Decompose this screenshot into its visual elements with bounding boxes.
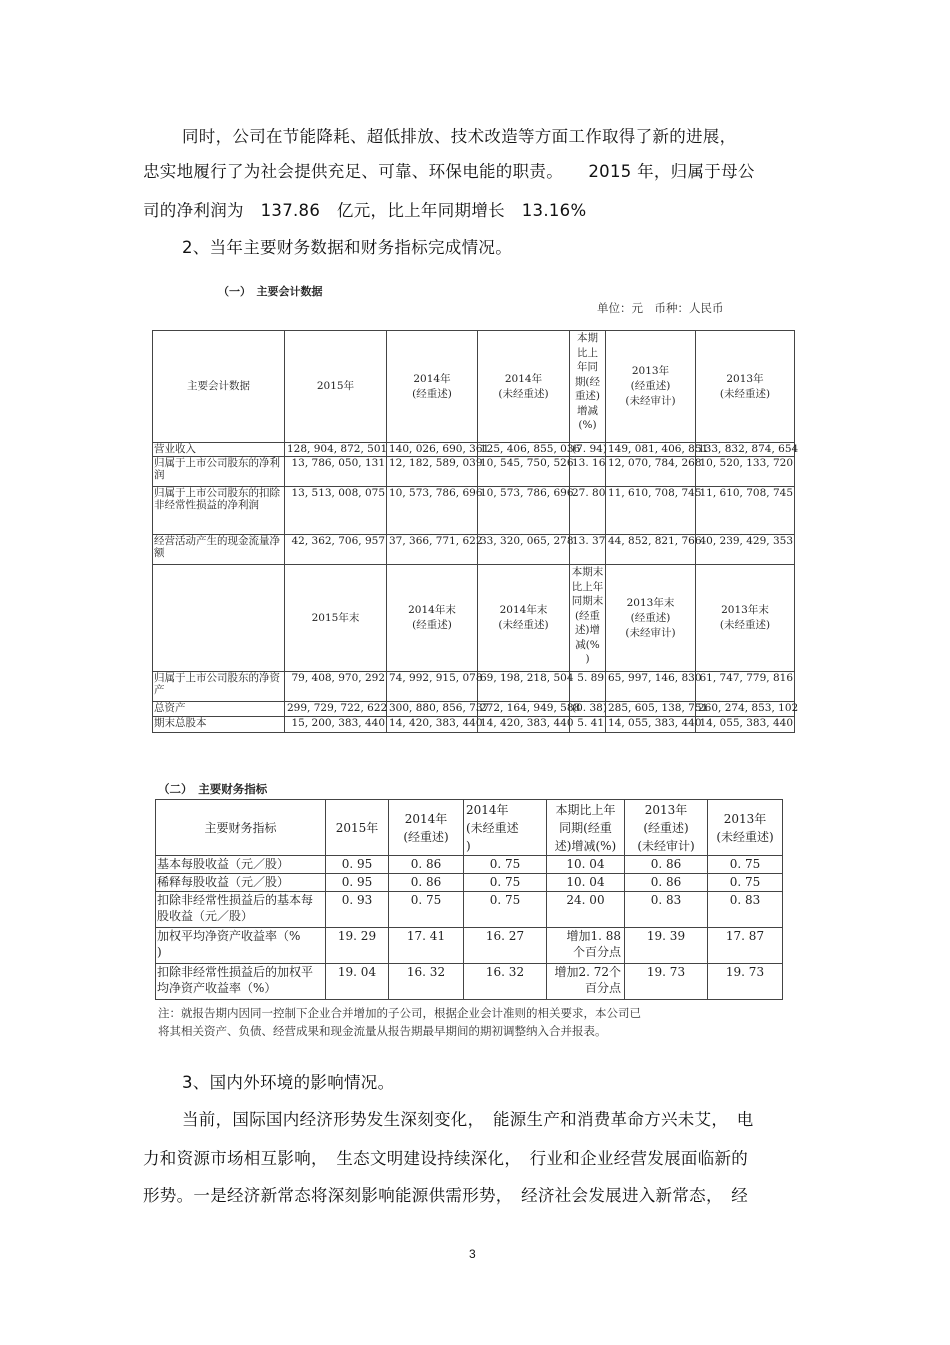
cell: 10. 04 bbox=[547, 874, 625, 892]
cell: 44, 852, 821, 766 bbox=[606, 535, 696, 565]
cell: 79, 408, 970, 292 bbox=[285, 672, 387, 702]
cell: (0. 38) bbox=[570, 702, 606, 717]
cell: 27. 80 bbox=[570, 487, 606, 535]
cell: 0. 75 bbox=[464, 856, 547, 874]
cell: 11, 610, 708, 745 bbox=[696, 487, 795, 535]
body-line: 形势。一是经济新常态将深刻影响能源供需形势， 经济社会发展进入新常态， 经 bbox=[143, 1186, 749, 1205]
cell: 5. 41 bbox=[570, 717, 606, 733]
cell: 128, 904, 872, 501 bbox=[285, 443, 387, 457]
cell: 0. 75 bbox=[464, 874, 547, 892]
cell: 11, 610, 708, 745 bbox=[606, 487, 696, 535]
row-label: 扣除非经常性损益后的加权平均净资产收益率（%） bbox=[156, 964, 326, 1000]
row-label: 扣除非经常性损益后的基本每股收益（元／股） bbox=[156, 892, 326, 928]
cell: 19. 73 bbox=[625, 964, 708, 1000]
cell: 14, 420, 383, 440 bbox=[478, 717, 570, 733]
cell: 14, 055, 383, 440 bbox=[606, 717, 696, 733]
header-cell: 2014年 (未经重述) bbox=[478, 331, 570, 443]
body-line: 当前，国际国内经济形势发生深刻变化， 能源生产和消费革命方兴未艾， 电 bbox=[182, 1110, 754, 1129]
table-row bbox=[153, 487, 795, 535]
cell: 140, 026, 690, 361 bbox=[387, 443, 478, 457]
cell: 19. 29 bbox=[326, 928, 389, 964]
cell: 17. 41 bbox=[389, 928, 464, 964]
table-row bbox=[156, 928, 783, 964]
cell: 14, 420, 383, 440 bbox=[387, 717, 478, 733]
body-line: 同时，公司在节能降耗、超低排放、技术改造等方面工作取得了新的进展， bbox=[182, 127, 737, 146]
header-cell: 2013年末 (未经重述) bbox=[696, 565, 795, 672]
cell: 149, 081, 406, 851 bbox=[606, 443, 696, 457]
cell: 16. 32 bbox=[389, 964, 464, 1000]
cell: 0. 75 bbox=[464, 892, 547, 928]
section-title: 3、国内外环境的影响情况。 bbox=[182, 1073, 395, 1092]
cell: 133, 832, 874, 654 bbox=[696, 443, 795, 457]
cell: 0. 75 bbox=[708, 874, 783, 892]
cell: 13. 16 bbox=[570, 457, 606, 487]
header-cell: 2014年末 (未经重述) bbox=[478, 565, 570, 672]
cell: 19. 73 bbox=[708, 964, 783, 1000]
row-label: 归属于上市公司股东的扣除非经常性损益的净利润 bbox=[153, 487, 285, 535]
cell: 16. 27 bbox=[464, 928, 547, 964]
cell: 增加1. 88 个百分点 bbox=[547, 928, 625, 964]
table-row bbox=[153, 457, 795, 487]
header-cell: 2013年 (未经重述) bbox=[708, 800, 783, 856]
row-label: 总资产 bbox=[153, 702, 285, 717]
body-line: 司的净利润为 137.86 亿元，比上年同期增长 13.16% bbox=[143, 201, 587, 220]
cell: 0. 93 bbox=[326, 892, 389, 928]
header-cell: 2013年 (经重述) (未经审计) bbox=[625, 800, 708, 856]
row-label: 期末总股本 bbox=[153, 717, 285, 733]
header-cell: 2015年 bbox=[326, 800, 389, 856]
cell: 40, 239, 429, 353 bbox=[696, 535, 795, 565]
cell: 16. 32 bbox=[464, 964, 547, 1000]
header-cell: 2013年 (未经重述) bbox=[696, 331, 795, 443]
table-row bbox=[156, 892, 783, 928]
accounting-data-table bbox=[152, 330, 799, 733]
cell: 12, 182, 589, 039 bbox=[387, 457, 478, 487]
cell: 299, 729, 722, 622 bbox=[285, 702, 387, 717]
cell: 10, 573, 786, 696 bbox=[478, 487, 570, 535]
row-label: 加权平均净资产收益率（% ) bbox=[156, 928, 326, 964]
table-row bbox=[156, 874, 783, 892]
cell: 增加2. 72个 百分点 bbox=[547, 964, 625, 1000]
table-header-row bbox=[156, 800, 783, 856]
table-header-row bbox=[153, 565, 795, 672]
cell: 61, 747, 779, 816 bbox=[696, 672, 795, 702]
header-cell: 2013年末 (经重述) (未经审计) bbox=[606, 565, 696, 672]
table1-caption: （一） 主要会计数据 bbox=[218, 285, 323, 298]
cell: 0. 83 bbox=[625, 892, 708, 928]
header-cell bbox=[153, 565, 285, 672]
cell: 17. 87 bbox=[708, 928, 783, 964]
row-label: 营业收入 bbox=[153, 443, 285, 457]
row-label: 稀释每股收益（元／股） bbox=[156, 874, 326, 892]
header-cell: 2014年末 (经重述) bbox=[387, 565, 478, 672]
header-cell: 主要会计数据 bbox=[153, 331, 285, 443]
header-cell: 2013年 (经重述) (未经审计) bbox=[606, 331, 696, 443]
table-header-row bbox=[153, 331, 795, 443]
table-row bbox=[153, 702, 795, 717]
cell: 300, 880, 856, 737 bbox=[387, 702, 478, 717]
cell: 13. 37 bbox=[570, 535, 606, 565]
table-row bbox=[153, 535, 795, 565]
cell: 10, 545, 750, 526 bbox=[478, 457, 570, 487]
cell: 13, 513, 008, 075 bbox=[285, 487, 387, 535]
cell: 125, 406, 855, 036 bbox=[478, 443, 570, 457]
cell: 14, 055, 383, 440 bbox=[696, 717, 795, 733]
section-title: 2、当年主要财务数据和财务指标完成情况。 bbox=[182, 238, 512, 257]
cell: 69, 198, 218, 504 bbox=[478, 672, 570, 702]
table-row bbox=[153, 672, 795, 702]
cell: 0. 86 bbox=[389, 856, 464, 874]
cell: 0. 95 bbox=[326, 874, 389, 892]
cell: 0. 75 bbox=[389, 892, 464, 928]
table-row bbox=[156, 964, 783, 1000]
body-line: 忠实地履行了为社会提供充足、可靠、环保电能的职责。 2015 年，归属于母公 bbox=[143, 162, 755, 181]
page-number: 3 bbox=[469, 1247, 476, 1261]
row-label: 归属于上市公司股东的净利润 bbox=[153, 457, 285, 487]
body-line: 力和资源市场相互影响， 生态文明建设持续深化， 行业和企业经营发展面临新的 bbox=[143, 1149, 749, 1168]
table-row bbox=[156, 856, 783, 874]
header-cell: 本期比上年 同期(经重 述)增减(%) bbox=[547, 800, 625, 856]
cell: 74, 992, 915, 078 bbox=[387, 672, 478, 702]
header-cell: 2015年末 bbox=[285, 565, 387, 672]
cell: 10. 04 bbox=[547, 856, 625, 874]
header-cell: 本期 比上 年同 期(经 重述) 增减 (%) bbox=[570, 331, 606, 443]
row-label: 基本每股收益（元／股） bbox=[156, 856, 326, 874]
cell: 37, 366, 771, 622 bbox=[387, 535, 478, 565]
cell: 5. 89 bbox=[570, 672, 606, 702]
cell: 24. 00 bbox=[547, 892, 625, 928]
row-label: 归属于上市公司股东的净资产 bbox=[153, 672, 285, 702]
cell: 10, 520, 133, 720 bbox=[696, 457, 795, 487]
table-row bbox=[153, 717, 795, 733]
table-note: 将其相关资产、负债、经营成果和现金流量从报告期最早期间的期初调整纳入合并报表。 bbox=[158, 1024, 607, 1038]
table-row bbox=[153, 443, 795, 457]
financial-indicators-table bbox=[155, 799, 783, 1000]
cell: 0. 75 bbox=[708, 856, 783, 874]
cell: 260, 274, 853, 102 bbox=[696, 702, 795, 717]
cell: 65, 997, 146, 830 bbox=[606, 672, 696, 702]
header-cell: 2014年 (未经重述 ) bbox=[464, 800, 547, 856]
cell: 0. 95 bbox=[326, 856, 389, 874]
cell: 10, 573, 786, 696 bbox=[387, 487, 478, 535]
cell: 42, 362, 706, 957 bbox=[285, 535, 387, 565]
unit-note: 单位：元 币种：人民币 bbox=[597, 301, 724, 315]
cell: 0. 86 bbox=[625, 856, 708, 874]
header-cell: 本期末 比上年 同期末 (经重 述)增 减(% ) bbox=[570, 565, 606, 672]
header-cell: 2014年 (经重述) bbox=[387, 331, 478, 443]
cell: 0. 86 bbox=[389, 874, 464, 892]
cell: 15, 200, 383, 440 bbox=[285, 717, 387, 733]
header-cell: 2014年 (经重述) bbox=[389, 800, 464, 856]
table-note: 注：就报告期内因同一控制下企业合并增加的子公司，根据企业会计准则的相关要求，本公司已 bbox=[158, 1006, 641, 1020]
cell: 285, 605, 138, 751 bbox=[606, 702, 696, 717]
cell: 19. 04 bbox=[326, 964, 389, 1000]
table2-caption: （二） 主要财务指标 bbox=[158, 782, 268, 796]
cell: 0. 83 bbox=[708, 892, 783, 928]
header-cell: 2015年 bbox=[285, 331, 387, 443]
cell: 19. 39 bbox=[625, 928, 708, 964]
cell: 12, 070, 784, 268 bbox=[606, 457, 696, 487]
cell: 33, 320, 065, 278 bbox=[478, 535, 570, 565]
cell: 0. 86 bbox=[625, 874, 708, 892]
cell: (7. 94) bbox=[570, 443, 606, 457]
row-label: 经营活动产生的现金流量净额 bbox=[153, 535, 285, 565]
header-cell: 主要财务指标 bbox=[156, 800, 326, 856]
cell: 13, 786, 050, 131 bbox=[285, 457, 387, 487]
cell: 272, 164, 949, 588 bbox=[478, 702, 570, 717]
